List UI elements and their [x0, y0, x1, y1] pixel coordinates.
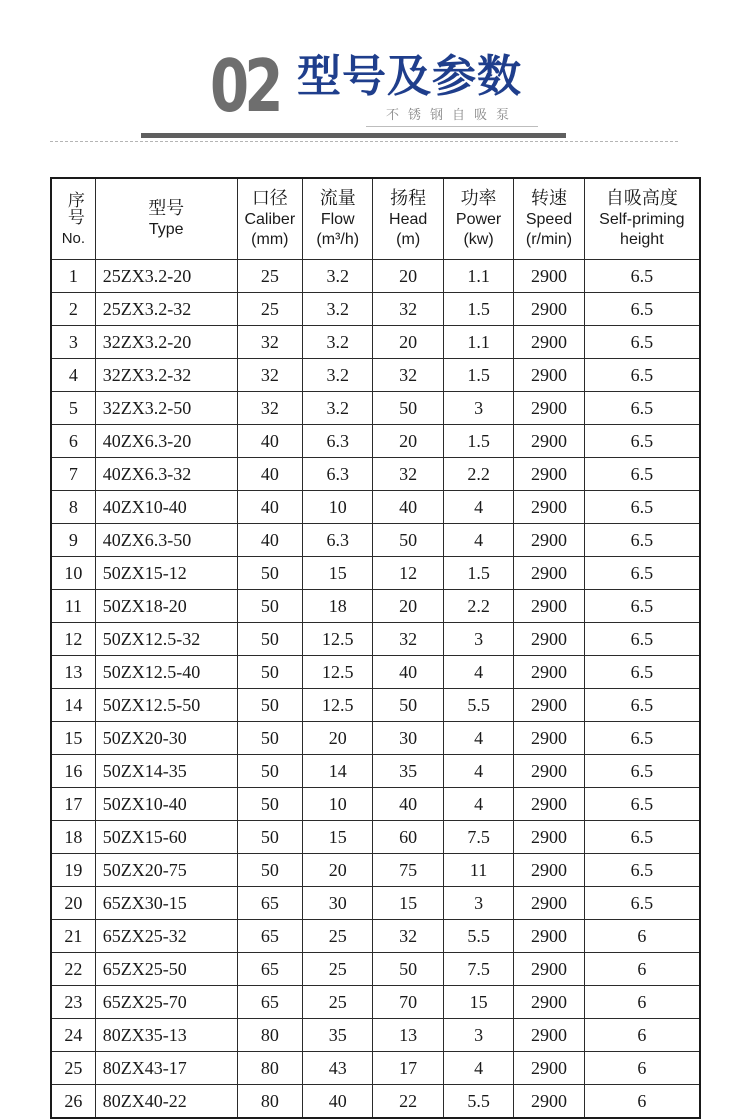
table-cell-speed: 2900 — [514, 1052, 584, 1085]
table-row — [51, 293, 700, 326]
table-cell-self-priming-height: 6.5 — [584, 326, 700, 359]
table-cell-no: 12 — [51, 623, 95, 656]
table-cell-no: 13 — [51, 656, 95, 689]
table-cell-self-priming-height: 6.5 — [584, 755, 700, 788]
table-cell-type: 80ZX40-22 — [95, 1085, 237, 1119]
table-body — [51, 260, 700, 1119]
column-header-power — [443, 178, 513, 260]
table-cell-caliber: 65 — [237, 920, 302, 953]
table-cell-self-priming-height: 6.5 — [584, 524, 700, 557]
table-cell-no: 16 — [51, 755, 95, 788]
table-cell-caliber: 50 — [237, 623, 302, 656]
table-cell-head: 12 — [373, 557, 443, 590]
table-row — [51, 1019, 700, 1052]
table-cell-power: 1.5 — [443, 293, 513, 326]
table-cell-self-priming-height: 6.5 — [584, 260, 700, 293]
table-cell-no: 20 — [51, 887, 95, 920]
table-cell-self-priming-height: 6.5 — [584, 557, 700, 590]
table-cell-caliber: 50 — [237, 821, 302, 854]
table-row — [51, 689, 700, 722]
table-header-row — [51, 178, 700, 260]
column-header-unit: height — [620, 231, 664, 248]
column-header-unit: (m) — [396, 231, 421, 248]
column-header-en: Power — [455, 211, 502, 228]
table-cell-type: 50ZX15-12 — [95, 557, 237, 590]
table-row — [51, 887, 700, 920]
table-cell-self-priming-height: 6.5 — [584, 689, 700, 722]
table-row — [51, 557, 700, 590]
table-cell-no: 7 — [51, 458, 95, 491]
table-cell-speed: 2900 — [514, 788, 584, 821]
column-header-cn: 型号 — [148, 198, 185, 219]
column-header-speed — [514, 178, 584, 260]
table-cell-no: 10 — [51, 557, 95, 590]
section-subtitle: 不锈钢自吸泵 — [386, 108, 519, 123]
table-cell-speed: 2900 — [514, 722, 584, 755]
table-cell-type: 25ZX3.2-20 — [95, 260, 237, 293]
table-cell-speed: 2900 — [514, 689, 584, 722]
table-cell-speed: 2900 — [514, 326, 584, 359]
table-cell-type: 65ZX30-15 — [95, 887, 237, 920]
table-cell-no: 25 — [51, 1052, 95, 1085]
table-cell-speed: 2900 — [514, 392, 584, 425]
table-cell-self-priming-height: 6 — [584, 986, 700, 1019]
table-cell-head: 50 — [373, 953, 443, 986]
table-cell-flow: 35 — [303, 1019, 373, 1052]
table-row — [51, 590, 700, 623]
table-row — [51, 524, 700, 557]
table-cell-no: 11 — [51, 590, 95, 623]
table-cell-type: 50ZX10-40 — [95, 788, 237, 821]
table-cell-caliber: 65 — [237, 986, 302, 1019]
table-cell-speed: 2900 — [514, 1085, 584, 1119]
table-cell-caliber: 40 — [237, 524, 302, 557]
table-cell-self-priming-height: 6 — [584, 953, 700, 986]
table-cell-speed: 2900 — [514, 557, 584, 590]
column-header-cn: 序号 — [63, 190, 84, 225]
table-cell-flow: 3.2 — [303, 293, 373, 326]
table-cell-power: 3 — [443, 392, 513, 425]
table-row — [51, 920, 700, 953]
table-cell-type: 65ZX25-32 — [95, 920, 237, 953]
column-header-type — [95, 178, 237, 260]
table-cell-caliber: 80 — [237, 1052, 302, 1085]
table-cell-flow: 14 — [303, 755, 373, 788]
table-cell-flow: 3.2 — [303, 392, 373, 425]
table-cell-power: 5.5 — [443, 920, 513, 953]
table-row — [51, 425, 700, 458]
table-row — [51, 722, 700, 755]
table-cell-self-priming-height: 6.5 — [584, 425, 700, 458]
table-cell-power: 4 — [443, 656, 513, 689]
table-cell-no: 15 — [51, 722, 95, 755]
table-cell-speed: 2900 — [514, 887, 584, 920]
table-cell-speed: 2900 — [514, 590, 584, 623]
table-cell-type: 80ZX35-13 — [95, 1019, 237, 1052]
table-cell-self-priming-height: 6.5 — [584, 821, 700, 854]
table-cell-no: 19 — [51, 854, 95, 887]
table-cell-head: 60 — [373, 821, 443, 854]
table-cell-type: 50ZX12.5-32 — [95, 623, 237, 656]
table-cell-flow: 15 — [303, 821, 373, 854]
table-cell-power: 5.5 — [443, 1085, 513, 1119]
table-cell-flow: 25 — [303, 986, 373, 1019]
table-cell-caliber: 32 — [237, 392, 302, 425]
table-cell-power: 2.2 — [443, 590, 513, 623]
table-cell-caliber: 50 — [237, 788, 302, 821]
table-cell-flow: 12.5 — [303, 623, 373, 656]
table-row — [51, 788, 700, 821]
table-cell-type: 50ZX20-30 — [95, 722, 237, 755]
table-cell-caliber: 50 — [237, 722, 302, 755]
table-cell-power: 7.5 — [443, 953, 513, 986]
table-cell-flow: 12.5 — [303, 656, 373, 689]
column-header-en: Self-priming — [599, 211, 685, 228]
column-header-cn: 转速 — [530, 188, 567, 209]
table-cell-flow: 10 — [303, 788, 373, 821]
table-cell-head: 50 — [373, 524, 443, 557]
table-cell-power: 4 — [443, 1052, 513, 1085]
table-cell-head: 40 — [373, 656, 443, 689]
table-cell-type: 65ZX25-70 — [95, 986, 237, 1019]
table-cell-type: 50ZX20-75 — [95, 854, 237, 887]
table-cell-head: 50 — [373, 392, 443, 425]
column-header-head — [373, 178, 443, 260]
table-cell-power: 7.5 — [443, 821, 513, 854]
table-cell-head: 13 — [373, 1019, 443, 1052]
column-header-en: Type — [148, 221, 184, 238]
table-cell-speed: 2900 — [514, 920, 584, 953]
table-cell-self-priming-height: 6.5 — [584, 491, 700, 524]
table-cell-flow: 20 — [303, 854, 373, 887]
column-header-cn: 自吸高度 — [605, 188, 678, 209]
table-cell-flow: 6.3 — [303, 524, 373, 557]
column-header-cn: 流量 — [319, 188, 356, 209]
table-cell-no: 1 — [51, 260, 95, 293]
column-header-en: Head — [389, 211, 428, 228]
table-cell-power: 3 — [443, 887, 513, 920]
table-cell-flow: 3.2 — [303, 326, 373, 359]
table-cell-caliber: 50 — [237, 557, 302, 590]
table-cell-caliber: 32 — [237, 326, 302, 359]
column-header-en: Speed — [525, 211, 573, 228]
table-cell-flow: 6.3 — [303, 425, 373, 458]
table-cell-power: 2.2 — [443, 458, 513, 491]
table-cell-power: 15 — [443, 986, 513, 1019]
table-cell-no: 5 — [51, 392, 95, 425]
table-cell-head: 40 — [373, 788, 443, 821]
table-cell-head: 30 — [373, 722, 443, 755]
table-cell-speed: 2900 — [514, 755, 584, 788]
table-cell-no: 4 — [51, 359, 95, 392]
header-bar — [141, 133, 566, 138]
table-cell-caliber: 80 — [237, 1019, 302, 1052]
table-cell-type: 40ZX6.3-32 — [95, 458, 237, 491]
table-cell-type: 65ZX25-50 — [95, 953, 237, 986]
table-cell-caliber: 32 — [237, 359, 302, 392]
table-cell-power: 4 — [443, 788, 513, 821]
column-header-self-priming-height — [584, 178, 700, 260]
table-cell-caliber: 25 — [237, 293, 302, 326]
section-number: 02 — [210, 44, 279, 128]
table-cell-no: 18 — [51, 821, 95, 854]
table-cell-flow: 18 — [303, 590, 373, 623]
column-header-unit: (kw) — [463, 231, 494, 248]
table-cell-head: 35 — [373, 755, 443, 788]
table-cell-type: 25ZX3.2-32 — [95, 293, 237, 326]
table-cell-speed: 2900 — [514, 986, 584, 1019]
table-cell-speed: 2900 — [514, 953, 584, 986]
section-header — [0, 0, 750, 150]
table-cell-type: 40ZX6.3-50 — [95, 524, 237, 557]
table-cell-self-priming-height: 6 — [584, 1019, 700, 1052]
table-row — [51, 623, 700, 656]
column-header-no — [51, 178, 95, 260]
table-cell-caliber: 40 — [237, 425, 302, 458]
table-row — [51, 854, 700, 887]
table-cell-caliber: 40 — [237, 458, 302, 491]
table-cell-power: 1.1 — [443, 260, 513, 293]
table-cell-self-priming-height: 6.5 — [584, 590, 700, 623]
table-cell-flow: 20 — [303, 722, 373, 755]
table-cell-type: 40ZX6.3-20 — [95, 425, 237, 458]
table-cell-self-priming-height: 6.5 — [584, 887, 700, 920]
spec-table — [50, 177, 701, 1119]
section-title: 型号及参数 — [297, 51, 522, 102]
table-cell-head: 32 — [373, 359, 443, 392]
table-cell-head: 32 — [373, 293, 443, 326]
table-cell-head: 20 — [373, 260, 443, 293]
table-row — [51, 656, 700, 689]
table-cell-type: 40ZX10-40 — [95, 491, 237, 524]
table-cell-power: 3 — [443, 623, 513, 656]
table-cell-speed: 2900 — [514, 656, 584, 689]
column-header-en: No. — [61, 229, 86, 247]
table-cell-head: 40 — [373, 491, 443, 524]
table-cell-self-priming-height: 6.5 — [584, 458, 700, 491]
table-cell-speed: 2900 — [514, 458, 584, 491]
table-cell-flow: 40 — [303, 1085, 373, 1119]
table-cell-caliber: 50 — [237, 656, 302, 689]
table-cell-head: 75 — [373, 854, 443, 887]
table-cell-flow: 43 — [303, 1052, 373, 1085]
table-cell-self-priming-height: 6.5 — [584, 656, 700, 689]
table-cell-self-priming-height: 6 — [584, 1052, 700, 1085]
table-row — [51, 755, 700, 788]
table-cell-head: 20 — [373, 425, 443, 458]
table-cell-no: 3 — [51, 326, 95, 359]
table-cell-speed: 2900 — [514, 293, 584, 326]
table-cell-head: 20 — [373, 326, 443, 359]
table-cell-type: 32ZX3.2-32 — [95, 359, 237, 392]
table-cell-speed: 2900 — [514, 359, 584, 392]
table-cell-power: 4 — [443, 524, 513, 557]
table-cell-head: 17 — [373, 1052, 443, 1085]
table-cell-no: 21 — [51, 920, 95, 953]
table-cell-no: 2 — [51, 293, 95, 326]
table-cell-speed: 2900 — [514, 524, 584, 557]
table-cell-self-priming-height: 6 — [584, 1085, 700, 1119]
table-cell-caliber: 50 — [237, 854, 302, 887]
table-cell-no: 14 — [51, 689, 95, 722]
column-header-unit: (r/min) — [525, 231, 573, 248]
table-row — [51, 359, 700, 392]
table-cell-caliber: 65 — [237, 887, 302, 920]
table-cell-power: 4 — [443, 755, 513, 788]
column-header-flow — [303, 178, 373, 260]
table-cell-flow: 3.2 — [303, 359, 373, 392]
table-cell-power: 4 — [443, 491, 513, 524]
column-header-cn: 扬程 — [390, 188, 427, 209]
table-cell-power: 11 — [443, 854, 513, 887]
table-cell-head: 32 — [373, 623, 443, 656]
table-cell-self-priming-height: 6 — [584, 920, 700, 953]
table-cell-self-priming-height: 6.5 — [584, 623, 700, 656]
table-cell-no: 9 — [51, 524, 95, 557]
table-cell-speed: 2900 — [514, 260, 584, 293]
table-cell-self-priming-height: 6.5 — [584, 722, 700, 755]
table-cell-self-priming-height: 6.5 — [584, 359, 700, 392]
table-row — [51, 458, 700, 491]
column-header-caliber — [237, 178, 302, 260]
table-row — [51, 1052, 700, 1085]
table-cell-power: 1.5 — [443, 425, 513, 458]
table-row — [51, 326, 700, 359]
table-cell-flow: 15 — [303, 557, 373, 590]
table-cell-power: 5.5 — [443, 689, 513, 722]
table-cell-flow: 6.3 — [303, 458, 373, 491]
table-cell-no: 26 — [51, 1085, 95, 1119]
table-cell-caliber: 50 — [237, 755, 302, 788]
table-cell-flow: 25 — [303, 953, 373, 986]
table-cell-head: 32 — [373, 920, 443, 953]
column-header-unit: (m³/h) — [316, 231, 360, 248]
table-cell-head: 20 — [373, 590, 443, 623]
subtitle-underline — [366, 126, 538, 127]
table-cell-caliber: 50 — [237, 689, 302, 722]
table-cell-head: 70 — [373, 986, 443, 1019]
table-row — [51, 953, 700, 986]
table-cell-power: 1.1 — [443, 326, 513, 359]
table-cell-head: 15 — [373, 887, 443, 920]
table-cell-caliber: 40 — [237, 491, 302, 524]
table-cell-self-priming-height: 6.5 — [584, 788, 700, 821]
table-cell-type: 50ZX12.5-50 — [95, 689, 237, 722]
table-cell-power: 4 — [443, 722, 513, 755]
table-cell-power: 3 — [443, 1019, 513, 1052]
table-cell-no: 24 — [51, 1019, 95, 1052]
table-cell-speed: 2900 — [514, 1019, 584, 1052]
table-cell-caliber: 65 — [237, 953, 302, 986]
table-cell-speed: 2900 — [514, 623, 584, 656]
table-cell-type: 80ZX43-17 — [95, 1052, 237, 1085]
table-row — [51, 986, 700, 1019]
table-cell-no: 23 — [51, 986, 95, 1019]
table-cell-type: 50ZX18-20 — [95, 590, 237, 623]
table-cell-type: 50ZX14-35 — [95, 755, 237, 788]
table-cell-power: 1.5 — [443, 557, 513, 590]
table-cell-head: 22 — [373, 1085, 443, 1119]
table-cell-no: 8 — [51, 491, 95, 524]
table-row — [51, 260, 700, 293]
table-cell-no: 17 — [51, 788, 95, 821]
table-cell-flow: 10 — [303, 491, 373, 524]
dashed-divider — [50, 141, 678, 142]
table-cell-head: 32 — [373, 458, 443, 491]
table-row — [51, 491, 700, 524]
column-header-en: Flow — [320, 211, 355, 228]
table-row — [51, 1085, 700, 1119]
table-cell-speed: 2900 — [514, 821, 584, 854]
column-header-unit: (mm) — [251, 231, 289, 248]
table-cell-type: 50ZX15-60 — [95, 821, 237, 854]
table-cell-type: 32ZX3.2-50 — [95, 392, 237, 425]
table-cell-self-priming-height: 6.5 — [584, 293, 700, 326]
table-row — [51, 821, 700, 854]
table-cell-head: 50 — [373, 689, 443, 722]
table-cell-caliber: 50 — [237, 590, 302, 623]
table-row — [51, 392, 700, 425]
column-header-en: Caliber — [244, 211, 296, 228]
table-cell-flow: 30 — [303, 887, 373, 920]
table-cell-speed: 2900 — [514, 854, 584, 887]
table-cell-speed: 2900 — [514, 425, 584, 458]
table-cell-self-priming-height: 6.5 — [584, 392, 700, 425]
table-cell-flow: 12.5 — [303, 689, 373, 722]
table-cell-self-priming-height: 6.5 — [584, 854, 700, 887]
column-header-cn: 功率 — [460, 188, 497, 209]
table-cell-type: 32ZX3.2-20 — [95, 326, 237, 359]
table-cell-flow: 25 — [303, 920, 373, 953]
table-cell-flow: 3.2 — [303, 260, 373, 293]
table-cell-no: 22 — [51, 953, 95, 986]
table-cell-type: 50ZX12.5-40 — [95, 656, 237, 689]
table-cell-no: 6 — [51, 425, 95, 458]
table-cell-power: 1.5 — [443, 359, 513, 392]
table-cell-caliber: 80 — [237, 1085, 302, 1119]
table-cell-caliber: 25 — [237, 260, 302, 293]
column-header-cn: 口径 — [251, 188, 288, 209]
table-cell-speed: 2900 — [514, 491, 584, 524]
